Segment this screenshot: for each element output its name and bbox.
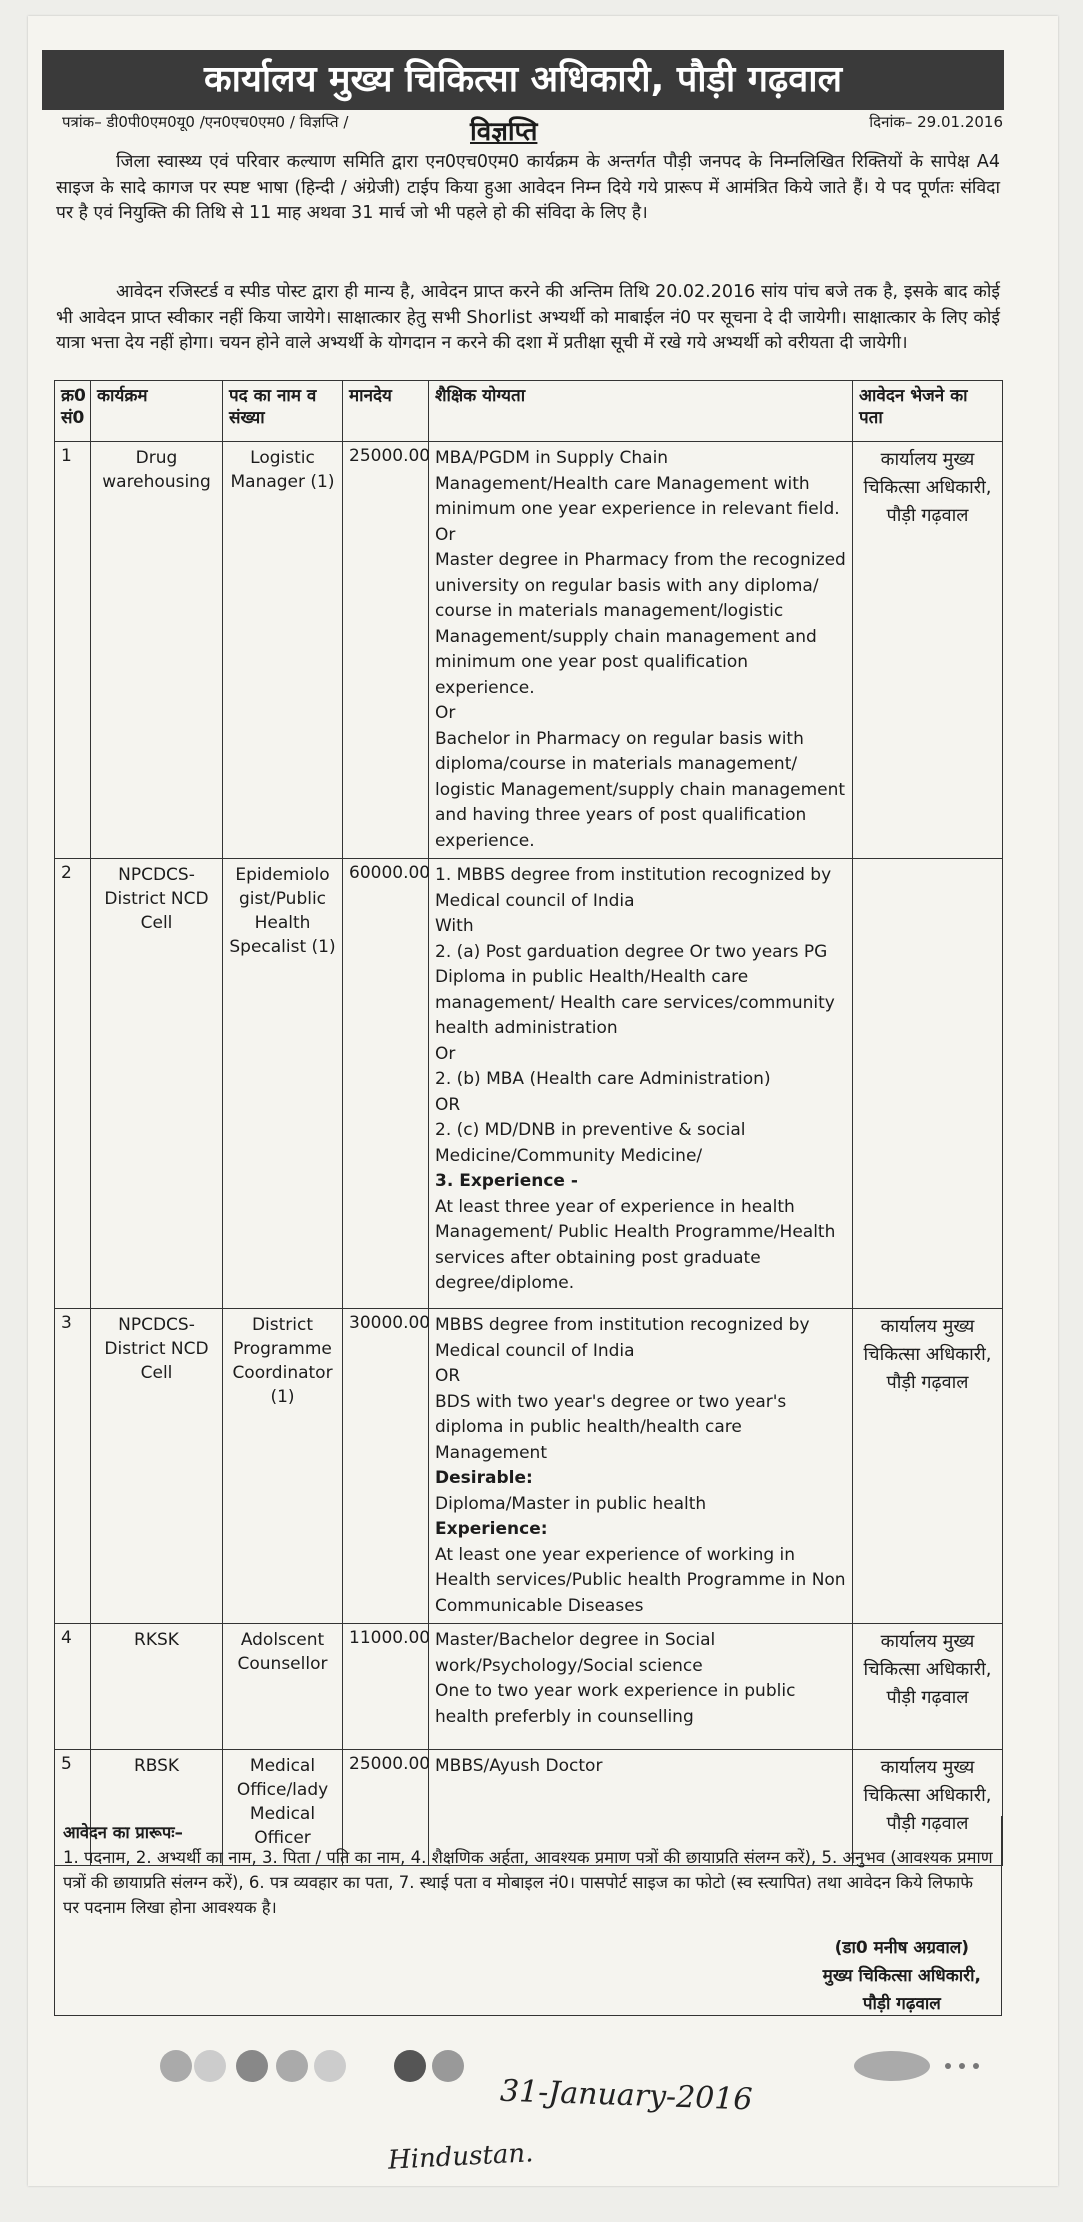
row-serial: 3 xyxy=(55,1309,91,1624)
qualification-line: Diploma/Master in public health xyxy=(435,1493,707,1514)
row-qualification xyxy=(429,859,853,1309)
table-row xyxy=(55,1309,1003,1624)
table-row xyxy=(55,859,1003,1309)
intro-paragraph-2: आवेदन रजिस्टर्ड व स्पीड पोस्ट द्वारा ही मान्य है, आवेदन प्राप्त करने की अन्तिम तिथि 20.02.2016 सांय पांच बजे तक है, इसके बाद कोई भी आवेदन प्राप्त स्वीकार नहीं किया जायेगे। साक्षात्कार हेतु सभी Shorlist अभ्यर्थी को माबाईल नं0 पर सूचना दे दी जायेगी। साक्षात्कार के लिए कोई यात्रा भत्ता देय नहीं होगा। चयन होने वाले अभ्यर्थी के योगदान न करने की दशा में प्रतीक्षा सूची में रखे गये अभ्यर्थी को वरीयता दी जायेगी। xyxy=(56,282,1000,353)
qualification-line: Experience: xyxy=(435,1519,548,1539)
table-row xyxy=(55,442,1003,859)
header-post: पद का नाम व संख्या xyxy=(223,381,343,442)
row-address: कार्यालय मुख्य चिकित्सा अधिकारी, पौड़ी गढ़वाल xyxy=(853,1309,1003,1624)
signatory-title: मुख्य चिकित्सा अधिकारी, xyxy=(822,1966,981,1986)
row-post: District Programme Coordinator (1) xyxy=(223,1309,343,1624)
row-qualification xyxy=(429,1309,853,1624)
qualification-line: Master degree in Pharmacy from the recognized university on regular basis with any diploma/ course in materials management/logistic Management/supply chain management and minimum one year post qualification experience. xyxy=(435,550,846,698)
row-post: Epidemiolo gist/Public Health Specalist (1) xyxy=(223,859,343,1309)
signatory-place: पौड़ी गढ़वाल xyxy=(862,1994,941,2014)
handwritten-date: 31-January-2016 xyxy=(499,2073,754,2118)
qualification-line: 2. (c) MD/DNB in preventive & social Medicine/Community Medicine/ xyxy=(435,1120,746,1166)
row-post: Adolscent Counsellor xyxy=(223,1624,343,1750)
row-qualification xyxy=(429,1624,853,1750)
row-qualification xyxy=(429,442,853,859)
qualification-line: With xyxy=(435,916,474,936)
table-header-row xyxy=(55,381,1003,442)
header-address: आवेदन भेजने का पता xyxy=(853,381,1003,442)
qualification-line: OR xyxy=(435,1366,461,1386)
format-heading: आवेदन का प्रारूपः– xyxy=(63,1823,183,1842)
row-salary: 25000.00 xyxy=(343,442,429,859)
row-post: Logistic Manager (1) xyxy=(223,442,343,859)
format-text: 1. पदनाम, 2. अभ्यर्थी का नाम, 3. पिता / पति का नाम, 4. शैक्षणिक अर्हता, आवश्यक प्रमाण पत्रों की छायाप्रति संलग्न करें), 5. अनुभव (आवश्यक प्रमाण पत्रों की छायाप्रति संलग्न करें), 6. पत्र व्यवहार का पता, 7. स्थाई पता व मोबाइल नं0। पासपोर्ट साइज का फोटो (स्व स्त्यापित) तथा आवेदन किये लिफाफे पर पदनाम लिखा होना आवश्यक है। xyxy=(63,1848,993,1917)
row-salary: 30000.00 xyxy=(343,1309,429,1624)
row-program: RKSK xyxy=(91,1624,223,1750)
qualification-line: Or xyxy=(435,1043,456,1064)
notice-date: दिनांक– 29.01.2016 xyxy=(869,113,1003,131)
row-salary: 25000.00 xyxy=(343,1750,429,1866)
qualification-line: 3. Experience - xyxy=(435,1171,578,1191)
row-program: Drug warehousing xyxy=(91,442,223,859)
header-qualification: शैक्षिक योग्यता xyxy=(429,381,853,442)
qualification-line: At least three year of experience in health Management/ Public Health Programme/Health services after obtaining post graduate degree/diplome. xyxy=(435,1196,836,1293)
header-program: कार्यक्रम xyxy=(91,381,223,442)
qualification-line: One to two year work experience in public health preferbly in counselling xyxy=(435,1681,796,1727)
qualification-line: OR xyxy=(435,1094,461,1115)
qualification-line: MBA/PGDM in Supply Chain Management/Health care Management with minimum one year experience in relevant field. xyxy=(435,448,840,519)
row-program: NPCDCS-District NCD Cell xyxy=(91,859,223,1309)
notice-title: विज्ञप्ति xyxy=(470,117,538,147)
table-row xyxy=(55,1624,1003,1750)
signature-block xyxy=(823,1934,981,2018)
row-salary: 11000.00 xyxy=(343,1624,429,1750)
row-address xyxy=(853,859,1003,1309)
row-post: Medical Office/lady Medical Officer xyxy=(223,1750,343,1866)
row-program: NPCDCS-District NCD Cell xyxy=(91,1309,223,1624)
qualification-line: MBBS/Ayush Doctor xyxy=(435,1756,603,1776)
row-address: कार्यालय मुख्य चिकित्सा अधिकारी, पौड़ी गढ़वाल xyxy=(853,442,1003,859)
row-address: कार्यालय मुख्य चिकित्सा अधिकारी, पौड़ी गढ़वाल xyxy=(853,1624,1003,1750)
signatory-name: (डा0 मनीष अग्रवाल) xyxy=(834,1938,970,1958)
qualification-line: MBBS degree from institution recognized by Medical council of India xyxy=(435,1315,810,1361)
vacancy-table xyxy=(54,380,1003,1866)
row-salary: 60000.00 xyxy=(343,859,429,1309)
row-serial: 2 xyxy=(55,859,91,1309)
qualification-line: Desirable: xyxy=(435,1468,533,1488)
row-serial: 1 xyxy=(55,442,91,859)
reference-number: पत्रांक– डी0पी0एम0यू0 /एन0एच0एम0 / विज्ञप्ति / xyxy=(62,113,349,131)
header-salary: मानदेय xyxy=(343,381,429,442)
qualification-line: Bachelor in Pharmacy on regular basis with diploma/course in materials management/ logistic Management/supply chain management and having three years of post qualification experience. xyxy=(435,728,846,851)
handwritten-source: Hindustan. xyxy=(387,2138,535,2176)
qualification-line: Or xyxy=(435,703,456,723)
qualification-line: 2. (b) MBA (Health care Administration) xyxy=(435,1069,771,1089)
application-format-section xyxy=(54,1816,1002,2016)
qualification-line: 1. MBBS degree from institution recognized by Medical council of India xyxy=(435,865,832,911)
qualification-line: BDS with two year's degree or two year's diploma in public health/health care Management xyxy=(435,1391,787,1463)
qualification-line: Master/Bachelor degree in Social work/Psychology/Social science xyxy=(435,1630,716,1676)
qualification-line: At least one year experience of working in Health services/Public health Programme in Non Communicable Diseases xyxy=(435,1544,846,1616)
header-sn: क्र0 सं0 xyxy=(55,381,91,442)
row-serial: 4 xyxy=(55,1624,91,1750)
qualification-line: Or xyxy=(435,524,456,545)
row-serial: 5 xyxy=(55,1750,91,1866)
intro-paragraph-1: जिला स्वास्थ्य एवं परिवार कल्याण समिति द्वारा एन0एच0एम0 कार्यक्रम के अन्तर्गत पौड़ी जनपद के निम्नलिखित रिक्तियों के सापेक्ष A4 साइज के सादे कागज पर स्पष्ट भाषा (हिन्दी / अंग्रेजी) टाईप किया हुआ आवेदन निम्न दिये गये प्रारूप में आमंत्रित किये जाते हैं। ये पद पूर्णतः संविदा पर है एवं नियुक्ति की तिथि से 11 माह अथवा 31 मार्च जो भी पहले हो की संविदा के लिए है। xyxy=(56,152,1000,223)
row-program: RBSK xyxy=(91,1750,223,1866)
qualification-line: 2. (a) Post garduation degree Or two years PG Diploma in public Health/Health care management/ Health care services/community health administration xyxy=(435,941,835,1038)
office-title: कार्यालय मुख्य चिकित्सा अधिकारी, पौड़ी गढ़वाल xyxy=(42,50,1004,110)
row-address: कार्यालय मुख्य चिकित्सा अधिकारी, पौड़ी गढ़वाल xyxy=(853,1750,1003,1866)
